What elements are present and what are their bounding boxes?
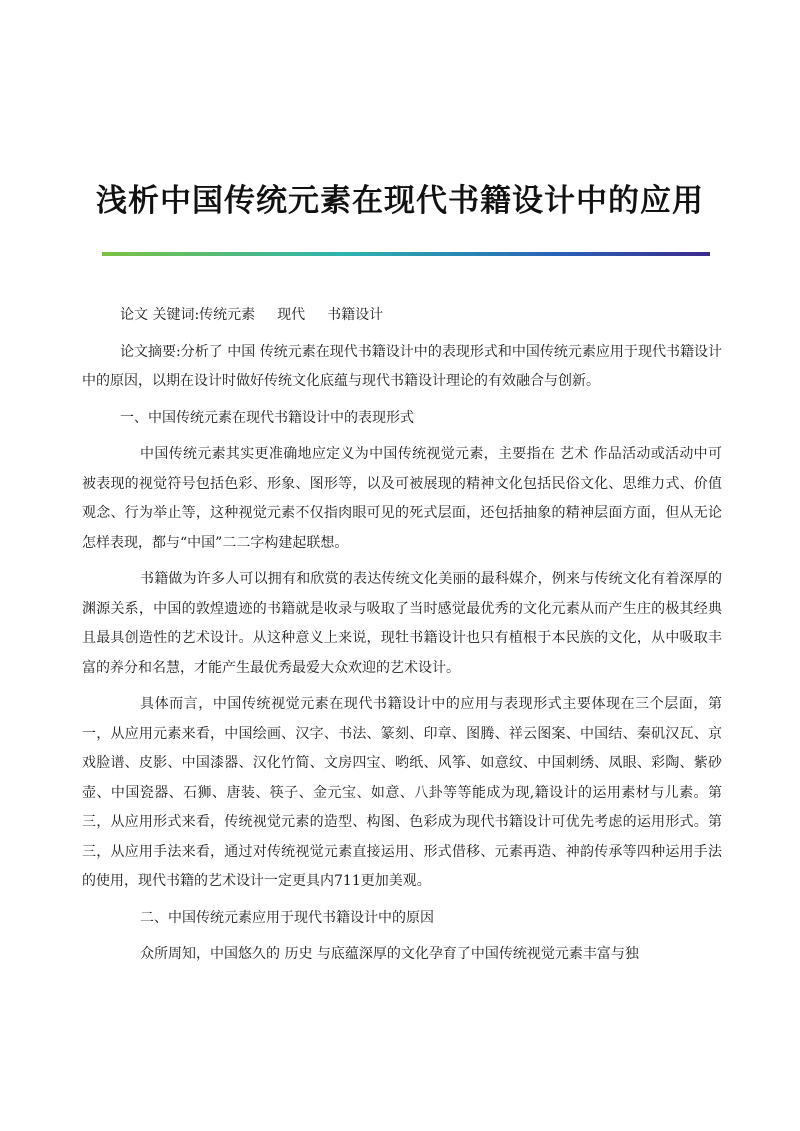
keywords-label: 论文 关键词: [120, 307, 200, 323]
keyword: 书籍设计 [327, 307, 384, 323]
article-body [82, 301, 722, 977]
paragraph: 具体而言，中国传统视觉元素在现代书籍设计中的应用与表现形式主要体现在三个层面，第一，从应用元素来看，中国绘画、汉字、书法、篆刻、印章、图腾、祥云图案、中国结、秦矶汉瓦、京戏脸谱、皮影、中国漆器、汉化竹简、文房四宝、哟纸、风筝、如意纹、中国刺绣、凤眼、彩陶、紫砂壶、中国瓷器、石狮、唐装、筷子、金元宝、如意、八卦等等能成为现,籍设计的运用素材与儿素。第三，从应用形式来看，传统视觉元素的造型、构图、色彩成为现代书籍设计可优先考虑的运用形式。第三，从应用手法来看，通过对传统视觉元素直接运用、形式借移、元素再造、神韵传承等四种运用手法的使用，现代书籍的艺术设计一定更具内711更加美观。 [82, 696, 722, 889]
section-heading: 二、中国传统元素应用于现代书籍设计中的原因 [140, 909, 434, 926]
keywords-line [82, 301, 722, 331]
abstract: 论文摘要:分析了 中国 传统元素在现代书籍设计中的表现形式和中国传统元素应用于现代书籍设计中的原因，以期在设计时做好传统文化底蕴与现代书籍设计理论的有效融合与创新。 [82, 343, 722, 389]
paragraph: 众所周知，中国悠久的 历史 与底蕴深厚的文化孕育了中国传统视觉元素丰富与独 [140, 946, 639, 962]
page-title: 浅析中国传统元素在现代书籍设计中的应用 [96, 182, 704, 219]
keyword: 现代 [277, 307, 306, 323]
paragraph: 书籍做为许多人可以拥有和欣赏的表达传统文化美丽的最科媒介，例来与传统文化有着深厚的渊源关系，中国的敦煌遗迹的书籍就是收录与吸取了当时感觉最优秀的文化元素从而产生庄的极其经典且最具创造性的艺术设计。从这种意义上来说，现牡书籍设计也只有植根于本民族的文化，从中吸取丰富的养分和名慧，才能产生最优秀最爱大众欢迎的艺术设计。 [82, 571, 722, 676]
section-heading: 一、中国传统元素在现代书籍设计中的表现形式 [120, 409, 414, 426]
title-divider [102, 252, 710, 256]
keyword: 传统元素 [199, 307, 256, 323]
paragraph: 中国传统元素其实更准确地应定义为中国传统视觉元素，主要指在 艺术 作品活动或活动中可被表现的视觉符号包括色彩、形象、图形等，以及可被展现的精神文化包括民俗文化、思维力式、价值观念、行为举止等，这种视觉元素不仅指肉眼可见的死式层面，还包括抽象的精神层面方面，但从无论怎样表现，都与“中国”二二字构建起联想。 [82, 446, 722, 551]
